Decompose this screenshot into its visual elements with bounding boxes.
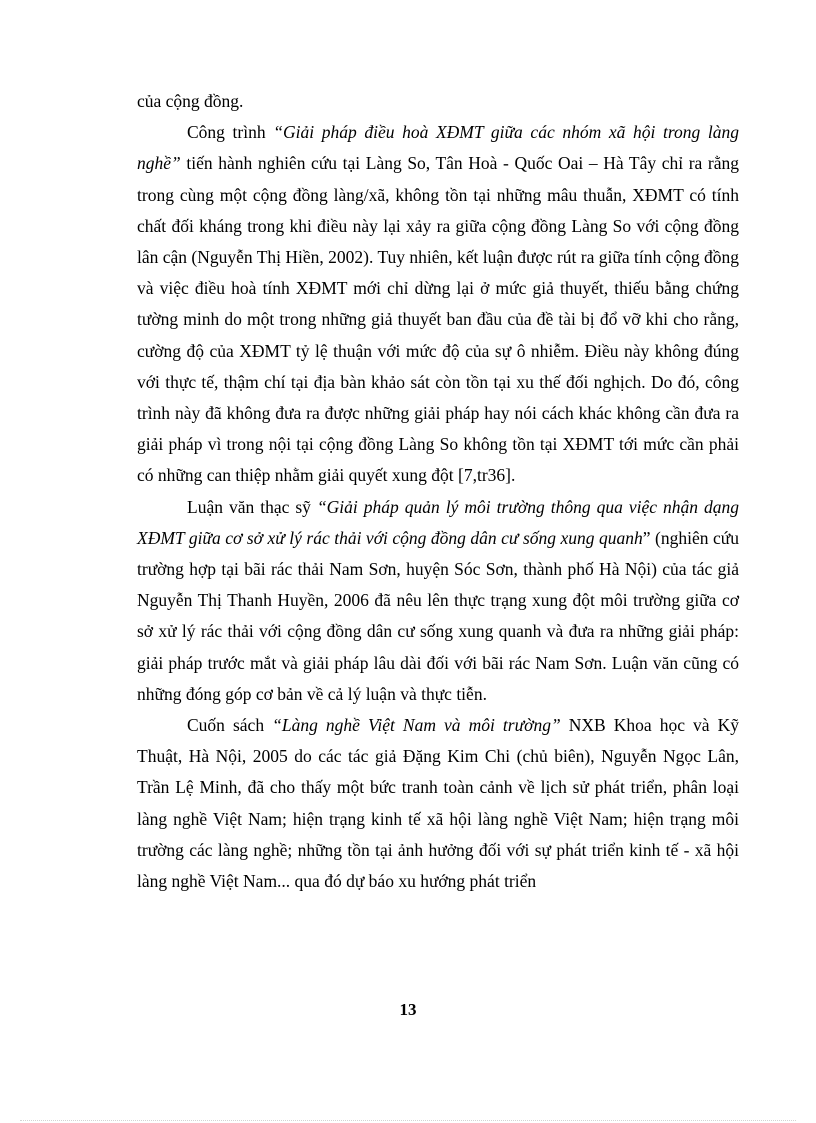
paragraph-text: NXB Khoa học và Kỹ Thuật, Hà Nội, 2005 do các tác giả Đặng Kim Chi (chủ biên), Nguyễn Ngọc Lân, Trần Lệ Minh, đã cho thấy một bức tranh toàn cảnh về lịch sử phát triển, phân loại làng nghề Việt Nam; hiện trạng kinh tế xã hội làng nghề Việt Nam; hiện trạng môi trường các làng nghề; những tồn tại ảnh hưởng đối với sự phát triển kinh tế - xã hội làng nghề Việt Nam... qua đó dự báo xu hướng phát triển — [137, 715, 739, 892]
page-number: 13 — [399, 1000, 417, 1019]
page-bottom-rule — [20, 1120, 796, 1121]
paragraph — [137, 710, 739, 897]
paragraph — [137, 86, 739, 117]
paragraph-text: Cuốn sách — [187, 715, 273, 736]
cited-work-title: “Giải pháp quản lý môi trường thông qua việc nhận dạng XĐMT giữa cơ sở xử lý rác thải với cộng đồng dân cư sống xung quanh — [137, 496, 739, 548]
paragraph — [137, 117, 739, 491]
paragraph-text: Công trình — [187, 122, 274, 143]
paragraph-text: của cộng đồng. — [137, 91, 244, 111]
paragraph-text: Luận văn thạc sỹ — [187, 496, 317, 517]
cited-work-title: “Làng nghề Việt Nam và môi trường” — [272, 715, 561, 736]
cited-work-title: “Giải pháp điều hoà XĐMT giữa các nhóm xã hội trong làng nghề” — [137, 122, 739, 174]
paragraph-text: ” (nghiên cứu trường hợp tại bãi rác thải Nam Sơn, huyện Sóc Sơn, thành phố Hà Nội) của tác giả Nguyễn Thị Thanh Huyền, 2006 đã nêu lên thực trạng xung đột môi trường giữa cơ sở xử lý rác thải với cộng đồng dân cư sống xung quanh và đưa ra những giải pháp: giải pháp trước mắt và giải pháp lâu dài đối với bãi rác Nam Sơn. Luận văn cũng có những đóng góp cơ bản về cả lý luận và thực tiễn. — [137, 527, 739, 704]
paragraph — [137, 492, 739, 710]
paragraph-text: tiến hành nghiên cứu tại Làng So, Tân Hoà - Quốc Oai – Hà Tây chỉ ra rằng trong cùng một cộng đồng làng/xã, không tồn tại những mâu thuẫn, XĐMT có tính chất đối kháng trong khi điều này lại xảy ra giữa cộng đồng Làng So với cộng đồng lân cận (Nguyễn Thị Hiền, 2002). Tuy nhiên, kết luận được rút ra giữa tính cộng đồng và việc điều hoà tính XĐMT mới chỉ dừng lại ở mức giả thuyết, thiếu bằng chứng tường minh do một trong những giả thuyết ban đầu của đề tài bị đổ vỡ khi cho rằng, cường độ của XĐMT tỷ lệ thuận với mức độ của sự ô nhiễm. Điều này không đúng với thực tế, thậm chí tại địa bàn khảo sát còn tồn tại xu thế đối nghịch. Do đó, công trình này đã không đưa ra được những giải pháp hay nói cách khác không cần đưa ra giải pháp vì trong nội tại cộng đồng Làng So không tồn tại XĐMT tới mức cần phải có những can thiệp nhằm giải quyết xung đột [7,tr36]. — [137, 153, 739, 486]
page-body — [137, 86, 739, 897]
